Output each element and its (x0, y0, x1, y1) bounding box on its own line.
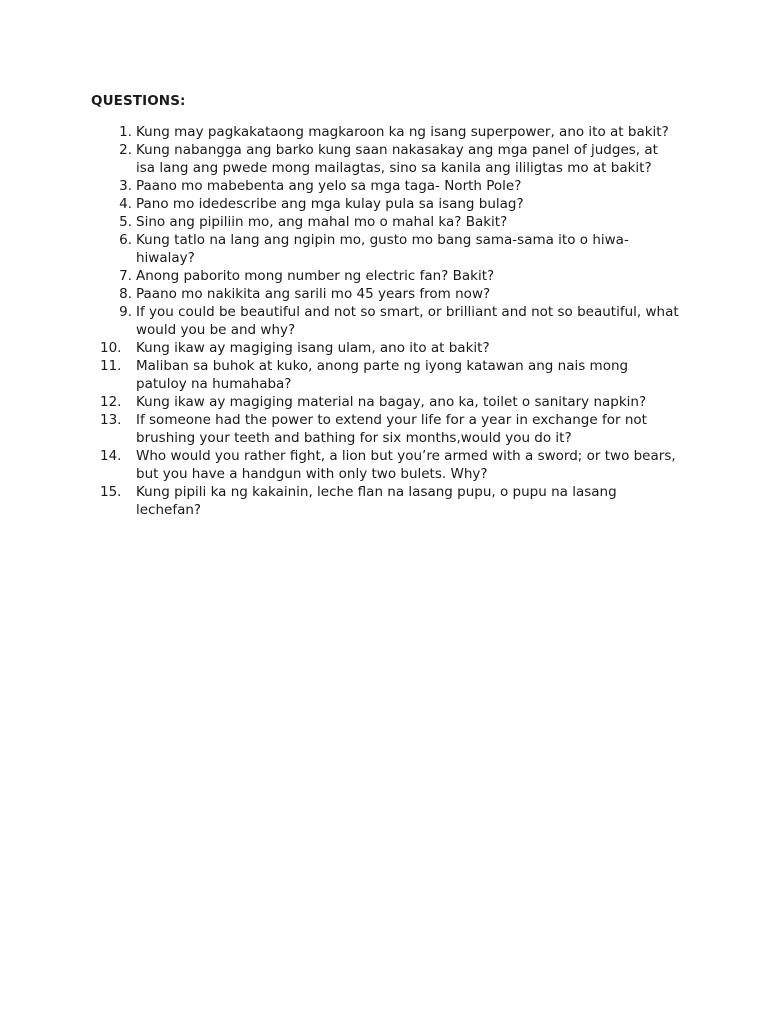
question-number: 2. (119, 142, 132, 158)
question-text: Anong paborito mong number ng electric fan? Bakit? (136, 268, 495, 284)
list-item (100, 123, 680, 141)
question-number: 11. (100, 358, 122, 374)
question-text: If you could be beautiful and not so smart, or brilliant and not so beautiful, what would you be and why? (136, 304, 679, 338)
question-text: Paano mo mabebenta ang yelo sa mga taga- North Pole? (136, 178, 522, 194)
question-text: Maliban sa buhok at kuko, anong parte ng iyong katawan ang nais mong patuloy na humahaba? (136, 358, 629, 392)
list-item (100, 447, 680, 483)
list-item (100, 303, 680, 339)
list-item (100, 285, 680, 303)
question-text: If someone had the power to extend your life for a year in exchange for not brushing your teeth and bathing for six months,would you do it? (136, 412, 647, 446)
list-item (100, 231, 680, 267)
question-text: Kung ikaw ay magiging material na bagay, ano ka, toilet o sanitary napkin? (136, 394, 647, 410)
question-number: 7. (119, 268, 132, 284)
list-item (100, 267, 680, 285)
question-text: Kung ikaw ay magiging isang ulam, ano ito at bakit? (136, 340, 490, 356)
list-item (100, 357, 680, 393)
question-number: 15. (100, 484, 122, 500)
question-text: Kung may pagkakataong magkaroon ka ng isang superpower, ano ito at bakit? (136, 124, 669, 140)
list-item (100, 213, 680, 231)
question-number: 12. (100, 394, 122, 410)
question-text: Kung nabangga ang barko kung saan nakasakay ang mga panel of judges, at isa lang ang pwede mong mailagtas, sino sa kanila ang ililigtas mo at bakit? (136, 142, 658, 176)
question-text: Paano mo nakikita ang sarili mo 45 years from now? (136, 286, 491, 302)
question-text: Kung pipili ka ng kakainin, leche flan na lasang pupu, o pupu na lasang lechefan? (136, 484, 617, 518)
question-text: Who would you rather fight, a lion but you’re armed with a sword; or two bears, but you have a handgun with only two bulets. Why? (136, 448, 676, 482)
questions-heading: QUESTIONS: (91, 93, 186, 109)
list-item (100, 195, 680, 213)
question-number: 9. (119, 304, 132, 320)
list-item (100, 141, 680, 177)
question-text: Kung tatlo na lang ang ngipin mo, gusto mo bang sama-sama ito o hiwa-hiwalay? (136, 232, 629, 266)
question-number: 13. (100, 412, 122, 428)
question-number: 8. (119, 286, 132, 302)
questions-list (100, 123, 680, 519)
list-item (100, 177, 680, 195)
question-number: 10. (100, 340, 122, 356)
question-number: 3. (119, 178, 132, 194)
list-item (100, 483, 680, 519)
question-text: Sino ang pipiliin mo, ang mahal mo o mahal ka? Bakit? (136, 214, 508, 230)
question-text: Pano mo idedescribe ang mga kulay pula sa isang bulag? (136, 196, 524, 212)
question-number: 1. (119, 124, 132, 140)
question-number: 6. (119, 232, 132, 248)
question-number: 5. (119, 214, 132, 230)
list-item (100, 393, 680, 411)
question-number: 14. (100, 448, 122, 464)
list-item (100, 339, 680, 357)
question-number: 4. (119, 196, 132, 212)
list-item (100, 411, 680, 447)
